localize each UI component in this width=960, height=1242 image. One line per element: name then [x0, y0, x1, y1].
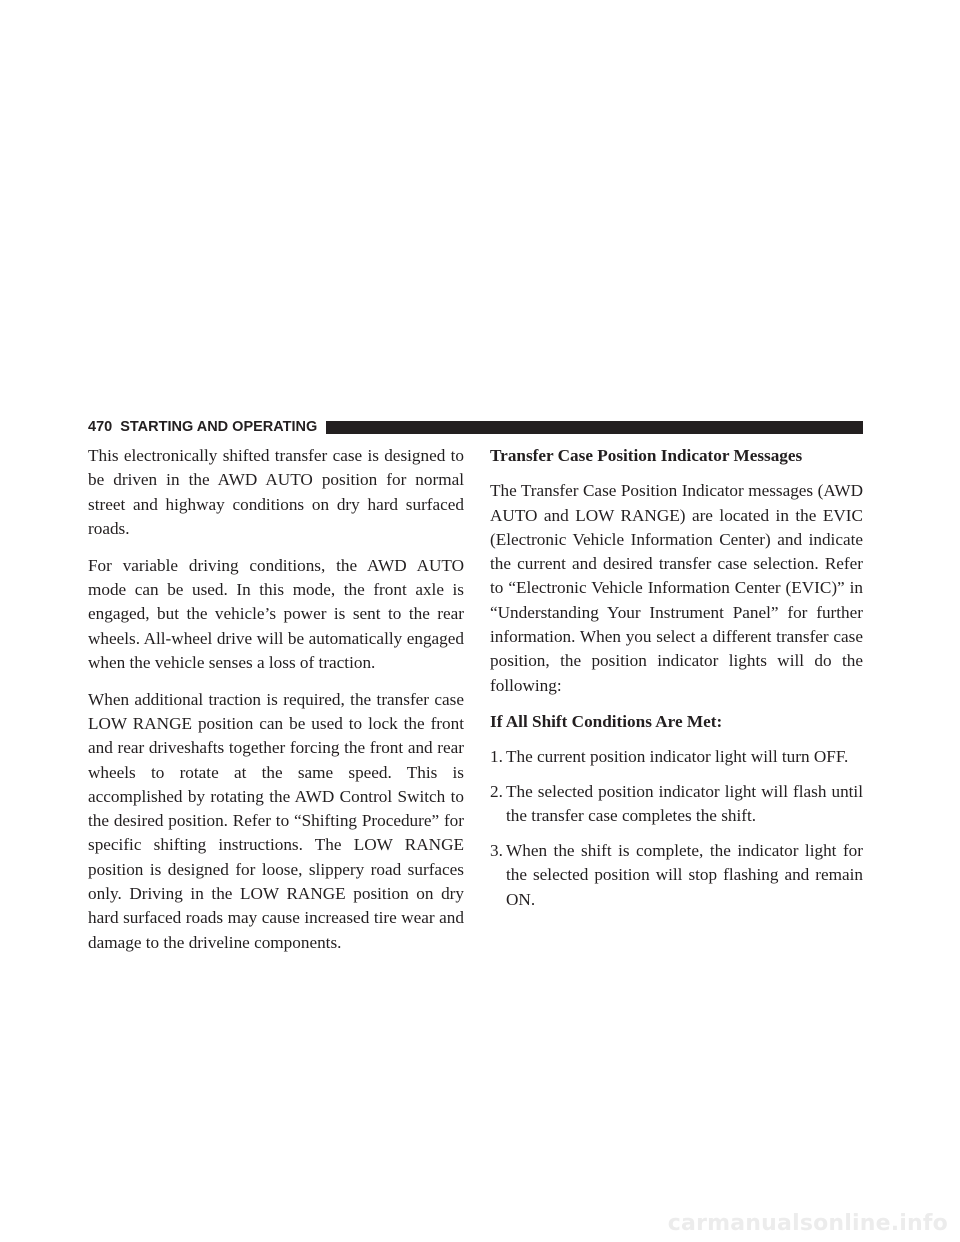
page-number: 470	[88, 419, 113, 435]
step-number: 2.	[490, 782, 503, 802]
body-paragraph: For variable driving conditions, the AWD AUTO mode can be used. In this mode, the front axle is engaged, but the vehicle’s power is sent to the rear wheels. All-wheel drive will be automatically engaged when the vehicle senses a loss of traction.	[88, 555, 464, 672]
body-paragraph: When additional traction is required, the transfer case LOW RANGE position can be used to lock the front and rear driveshafts together forcing the front and rear wheels to rotate at the same speed. This is accomplished by rotating the AWD Control Switch to the desired position. Refer to “Shifting Procedure” for specific shifting instructions. The LOW RANGE position is designed for loose, slippery road surfaces only. Driving in the LOW RANGE position on dry hard surfaced roads may cause increased tire wear and damage to the driveline components.	[88, 689, 464, 952]
list-item	[490, 839, 863, 912]
step-text: When the shift is complete, the indicator light for the selected position will stop flashing and remain ON.	[506, 841, 863, 909]
intro-paragraph: The Transfer Case Position Indicator messages (AWD AUTO and LOW RANGE) are located in the EVIC (Electronic Vehicle Information Center) and indicate the current and desired transfer case selection. Refer to “Electronic Vehicle Information Center (EVIC)” in “Understanding Your Instrument Panel” for further information. When you select a different transfer case position, the position indicator lights will do the following:	[490, 481, 863, 695]
section-title: STARTING AND OPERATING	[120, 419, 318, 435]
section-heading: Transfer Case Position Indicator Messages	[490, 446, 803, 465]
page-header	[88, 417, 863, 437]
subheading: If All Shift Conditions Are Met:	[490, 712, 723, 732]
right-column	[490, 444, 863, 923]
header-rule	[326, 421, 863, 434]
left-column	[88, 444, 464, 967]
body-paragraph: This electronically shifted transfer case is designed to be driven in the AWD AUTO position for normal street and highway conditions on dry hard surfaced roads.	[88, 446, 464, 538]
step-number: 1.	[490, 747, 503, 767]
list-item	[490, 745, 863, 769]
step-text: The current position indicator light will turn OFF.	[506, 747, 849, 767]
list-item	[490, 780, 863, 829]
step-number: 3.	[490, 841, 503, 861]
watermark: carmanualsonline.info	[667, 1211, 948, 1236]
step-text: The selected position indicator light will flash until the transfer case completes the shift.	[506, 782, 863, 826]
